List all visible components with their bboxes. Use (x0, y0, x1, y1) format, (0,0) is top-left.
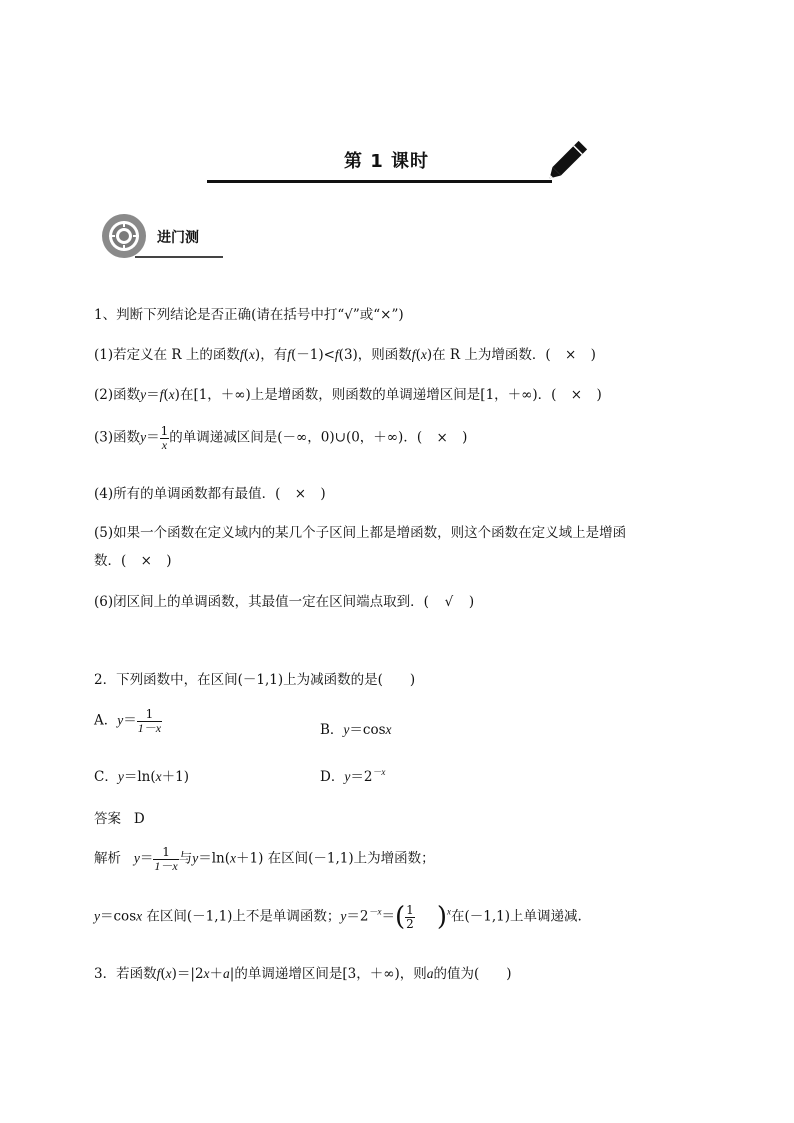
q1-item-1: (1)若定义在 R 上的函数f(x)，有f(－1)<f(3)，则函数f(x)在 R 上为增函数．( × ) (94, 347, 596, 363)
q2-option-b: B．y＝cosx (320, 722, 392, 738)
q2-option-c: C．y＝ln(x＋1) (94, 769, 189, 785)
answer-mark: × (436, 429, 448, 446)
q1-item-5b: 数．( × ) (94, 553, 172, 569)
q2-answer: 答案 D (94, 811, 145, 827)
page-title: 第 1 课时 (344, 151, 430, 172)
q1-item-6: (6)闭区间上的单调函数，其最值一定在区间端点取到．( √ ) (94, 594, 475, 610)
q2-option-d: D．$y=2^{-x}$ (320, 767, 386, 785)
fraction: $\frac{1}{x}$ (160, 424, 169, 452)
q3-prompt: 3．若函数f(x)＝|2x＋a|的单调递增区间是[3，＋∞)，则a的值为( ) (94, 966, 512, 982)
target-icon (100, 212, 148, 260)
fraction: $\frac{1}{1-x}$ (154, 845, 178, 873)
q1-item-4: (4)所有的单调函数都有最值．( × ) (94, 486, 326, 502)
q1-item-3: (3)函数y＝ $\frac{1}{x}$ 的单调递减区间是(－∞，0)∪(0，＋∞)．( × ) (94, 424, 468, 452)
answer-mark: × (140, 553, 152, 569)
pencil-icon (540, 132, 596, 188)
q2-option-a: A．y＝ $\frac{1}{1-x}$ (94, 707, 162, 735)
q1-prompt: 1、判断下列结论是否正确(请在括号中打“√”或“×”) (94, 307, 404, 323)
answer-mark: × (294, 486, 307, 502)
answer-value: D (133, 811, 145, 827)
fraction: $\frac{1}{2}$ (406, 903, 414, 931)
section-label: 进门测 (157, 230, 199, 246)
answer-mark: √ (444, 594, 454, 610)
section-underline (135, 256, 223, 258)
answer-mark: × (564, 347, 577, 363)
answer-mark: × (570, 387, 583, 403)
q1-item-5a: (5)如果一个函数在定义域内的某几个子区间上都是增函数，则这个函数在定义域上是增函 (94, 525, 627, 541)
q2-analysis-line-2: y＝cosx 在区间(－1,1)上不是单调函数；$y=2^{-x}=$( $\frac{1}{2}$ )$^x$在(－1,1)上单调递减. (94, 902, 582, 933)
q2-prompt: 2．下列函数中，在区间(－1,1)上为减函数的是( ) (94, 672, 416, 688)
q2-analysis-line-1: 解析 y＝ $\frac{1}{1-x}$ 与y＝ln(x＋1) 在区间(－1,1)上为增函数； (94, 845, 435, 873)
fraction: $\frac{1}{1-x}$ (137, 707, 162, 735)
q1-item-2: (2)函数y＝f(x)在[1，＋∞)上是增函数，则函数的单调递增区间是[1，＋∞)．( × ) (94, 387, 602, 403)
title-underline (207, 180, 552, 183)
